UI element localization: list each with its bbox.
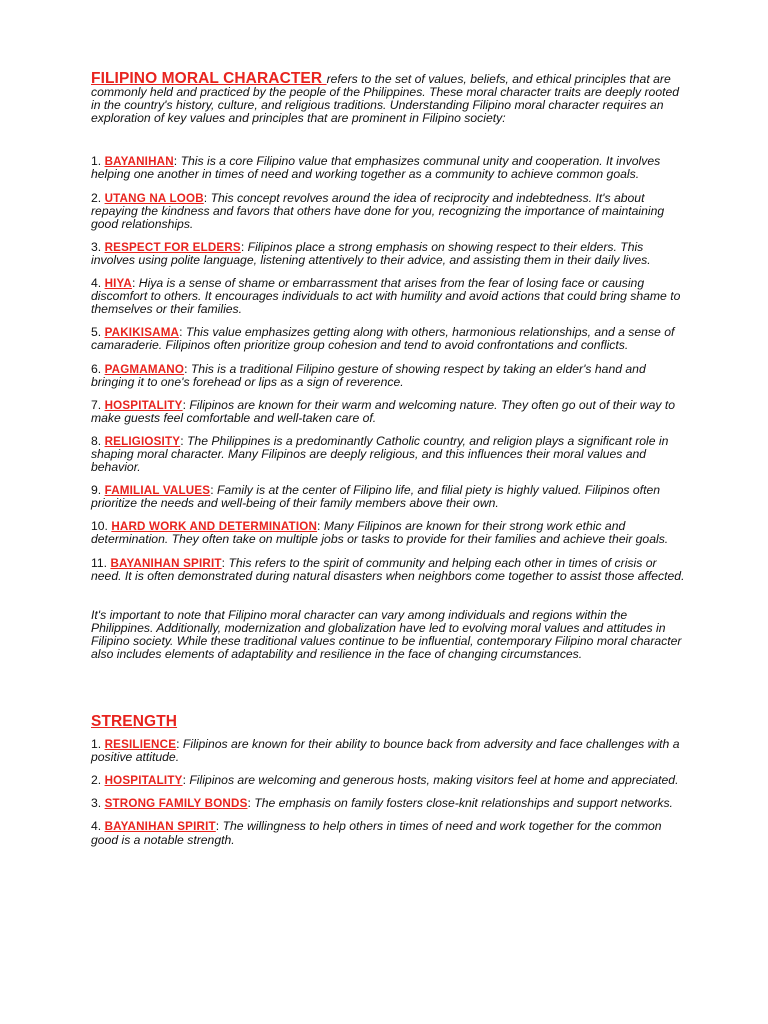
list-item: 1. BAYANIHAN: This is a core Filipino value that emphasizes communal unity and cooperation. It involves helping one another in times of need and working together as a community to achieve common goals. [91, 154, 661, 182]
item-description: Hiya is a sense of shame or embarrassment that arises from the fear of losing face or causing discomfort to others. It encourages individuals to act with humility and avoid actions that could bring shame to themselves or their families. [91, 276, 681, 317]
item-number: 8. [91, 433, 102, 448]
item-term: HIYA [104, 277, 132, 291]
item-term: RELIGIOSITY [104, 434, 181, 448]
strength-heading: STRENGTH [91, 713, 178, 731]
item-term: HOSPITALITY [104, 774, 183, 788]
item-term: RESILIENCE [104, 738, 177, 752]
list-item: 2. HOSPITALITY: Filipinos are welcoming and generous hosts, making visitors feel at home and appreciated. [91, 773, 679, 788]
item-number: 2. [91, 773, 102, 788]
item-term: RESPECT FOR ELDERS [104, 240, 241, 254]
list-item: 1. RESILIENCE: Filipinos are known for their ability to bounce back from adversity and face challenges with a positive attitude. [91, 737, 680, 765]
item-number: 6. [91, 361, 102, 376]
item-number: 2. [91, 190, 102, 205]
list-item: 3. STRONG FAMILY BONDS: The emphasis on family fosters close-knit relationships and support networks. [91, 796, 673, 811]
item-description: This concept revolves around the idea of reciprocity and indebtedness. It's about repaying the kindness and favors that others have done for you, recognizing the importance of maintaining good relationships. [91, 190, 665, 231]
list-item: 9. FAMILIAL VALUES: Family is at the center of Filipino life, and filial piety is highly valued. Filipinos often prioritize the needs and well-being of their family members above their own. [91, 483, 661, 511]
item-description: The willingness to help others in times of need and work together for the common good is a notable strength. [91, 819, 662, 847]
item-term: STRONG FAMILY BONDS [104, 797, 248, 811]
list-item: 4. BAYANIHAN SPIRIT: The willingness to help others in times of need and work together for the common good is a notable strength. [91, 819, 662, 847]
item-description: Filipinos are known for their warm and welcoming nature. They often go out of their way to make guests feel comfortable and well-taken care of. [91, 397, 676, 425]
item-description: Family is at the center of Filipino life, and filial piety is highly valued. Filipinos often prioritize the needs and well-being of their family members above their own. [91, 483, 661, 511]
list-item: 3. RESPECT FOR ELDERS: Filipinos place a strong emphasis on showing respect to their elders. This involves using polite language, listening attentively to their advice, and assisting them in their daily lives. [91, 239, 651, 267]
list-item: 5. PAKIKISAMA: This value emphasizes getting along with others, harmonious relationships, and a sense of camaraderie. Filipinos often prioritize group cohesion and tend to avoid confrontations and conflicts. [91, 325, 675, 353]
item-description: Filipinos are welcoming and generous hosts, making visitors feel at home and appreciated. [189, 773, 679, 788]
list-item: 8. RELIGIOSITY: The Philippines is a predominantly Catholic country, and religion plays a significant role in shaping moral character. Many Filipinos are deeply religious, and this influences their moral values and behavior. [91, 433, 669, 475]
list-item: 4. HIYA: Hiya is a sense of shame or embarrassment that arises from the fear of losing face or causing discomfort to others. It encourages individuals to act with humility and avoid actions that could bring shame to themselves or their families. [91, 276, 681, 317]
list-item: 7. HOSPITALITY: Filipinos are known for their warm and welcoming nature. They often go out of their way to make guests feel comfortable and well-taken care of. [91, 397, 676, 425]
item-term: UTANG NA LOOB [104, 191, 204, 205]
item-term: HOSPITALITY [104, 398, 183, 412]
item-term: FAMILIAL VALUES [104, 484, 211, 498]
item-number: 1. [91, 154, 102, 169]
item-number: 11. [91, 555, 108, 570]
document-title: FILIPINO MORAL CHARACTER [91, 70, 327, 87]
item-description: Filipinos are known for their ability to bounce back from adversity and face challenges with a positive attitude. [91, 737, 680, 765]
intro-text: refers to the set of values, beliefs, and ethical principles that are commonly held and practiced by the people of the Philippines. These moral character traits are deeply rooted in the country's history, culture, and religious traditions. Understanding Filipino moral character requires an exploration of key values and principles that are prominent in Filipino society: [91, 72, 680, 126]
item-number: 7. [91, 397, 102, 412]
item-term: PAKIKISAMA [104, 326, 180, 340]
list-item: 2. UTANG NA LOOB: This concept revolves around the idea of reciprocity and indebtedness. It's about repaying the kindness and favors that others have done for you, recognizing the importance of maintaining good relationships. [91, 190, 665, 231]
list-item: 6. PAGMAMANO: This is a traditional Filipino gesture of showing respect by taking an elder's hand and bringing it to one's forehead or lips as a sign of reverence. [91, 361, 646, 389]
item-description: This is a traditional Filipino gesture of showing respect by taking an elder's hand and bringing it to one's forehead or lips as a sign of reverence. [91, 361, 646, 389]
item-number: 4. [91, 819, 102, 834]
item-number: 9. [91, 483, 102, 498]
item-term: BAYANIHAN SPIRIT [110, 556, 222, 570]
item-description: This is a core Filipino value that emphasizes communal unity and cooperation. It involves helping one another in times of need and working together as a community to achieve common goals. [91, 154, 661, 182]
item-term: BAYANIHAN SPIRIT [104, 820, 216, 834]
item-description: Many Filipinos are known for their strong work ethic and determination. They often take on multiple jobs or tasks to provide for their families and achieve their goals. [91, 519, 669, 547]
item-number: 3. [91, 239, 102, 254]
list-item: 10. HARD WORK AND DETERMINATION: Many Filipinos are known for their strong work ethic and determination. They often take on multiple jobs or tasks to provide for their families and achieve their goals. [91, 519, 669, 547]
item-number: 1. [91, 737, 102, 752]
item-description: The Philippines is a predominantly Catholic country, and religion plays a significant role in shaping moral character. Many Filipinos are deeply religious, and this influences their moral values and behavior. [91, 433, 669, 475]
item-number: 4. [91, 276, 102, 291]
item-number: 10. [91, 519, 108, 534]
item-description: The emphasis on family fosters close-knit relationships and support networks. [254, 796, 673, 811]
list-item: 11. BAYANIHAN SPIRIT: This refers to the spirit of community and helping each other in times of crisis or need. It is often demonstrated during natural disasters when neighbors come together to assist those affected. [91, 555, 685, 583]
item-description: This value emphasizes getting along with others, harmonious relationships, and a sense of camaraderie. Filipinos often prioritize group cohesion and tend to avoid confrontations and conflicts. [91, 325, 675, 353]
values-list [91, 155, 686, 582]
item-term: BAYANIHAN [104, 155, 174, 169]
item-number: 5. [91, 325, 102, 340]
item-term: PAGMAMANO [104, 362, 185, 376]
intro-paragraph [91, 72, 686, 125]
item-number: 3. [91, 796, 102, 811]
item-description: This refers to the spirit of community and helping each other in times of crisis or need. It is often demonstrated during natural disasters when neighbors come together to assist those affected. [91, 555, 685, 583]
strengths-list [91, 738, 686, 847]
item-term: HARD WORK AND DETERMINATION [111, 520, 318, 534]
item-description: Filipinos place a strong emphasis on showing respect to their elders. This involves using polite language, listening attentively to their advice, and assisting them in their daily lives. [91, 239, 651, 267]
document-page [91, 72, 686, 857]
closing-note: It's important to note that Filipino moral character can vary among individuals and regions within the Philippines. Additionally, modernization and globalization have led to evolving moral values and attitudes in Filipino society. While these traditional values continue to be influential, contemporary Filipino moral character also includes elements of adaptability and resilience in the face of changing circumstances. [91, 607, 682, 661]
